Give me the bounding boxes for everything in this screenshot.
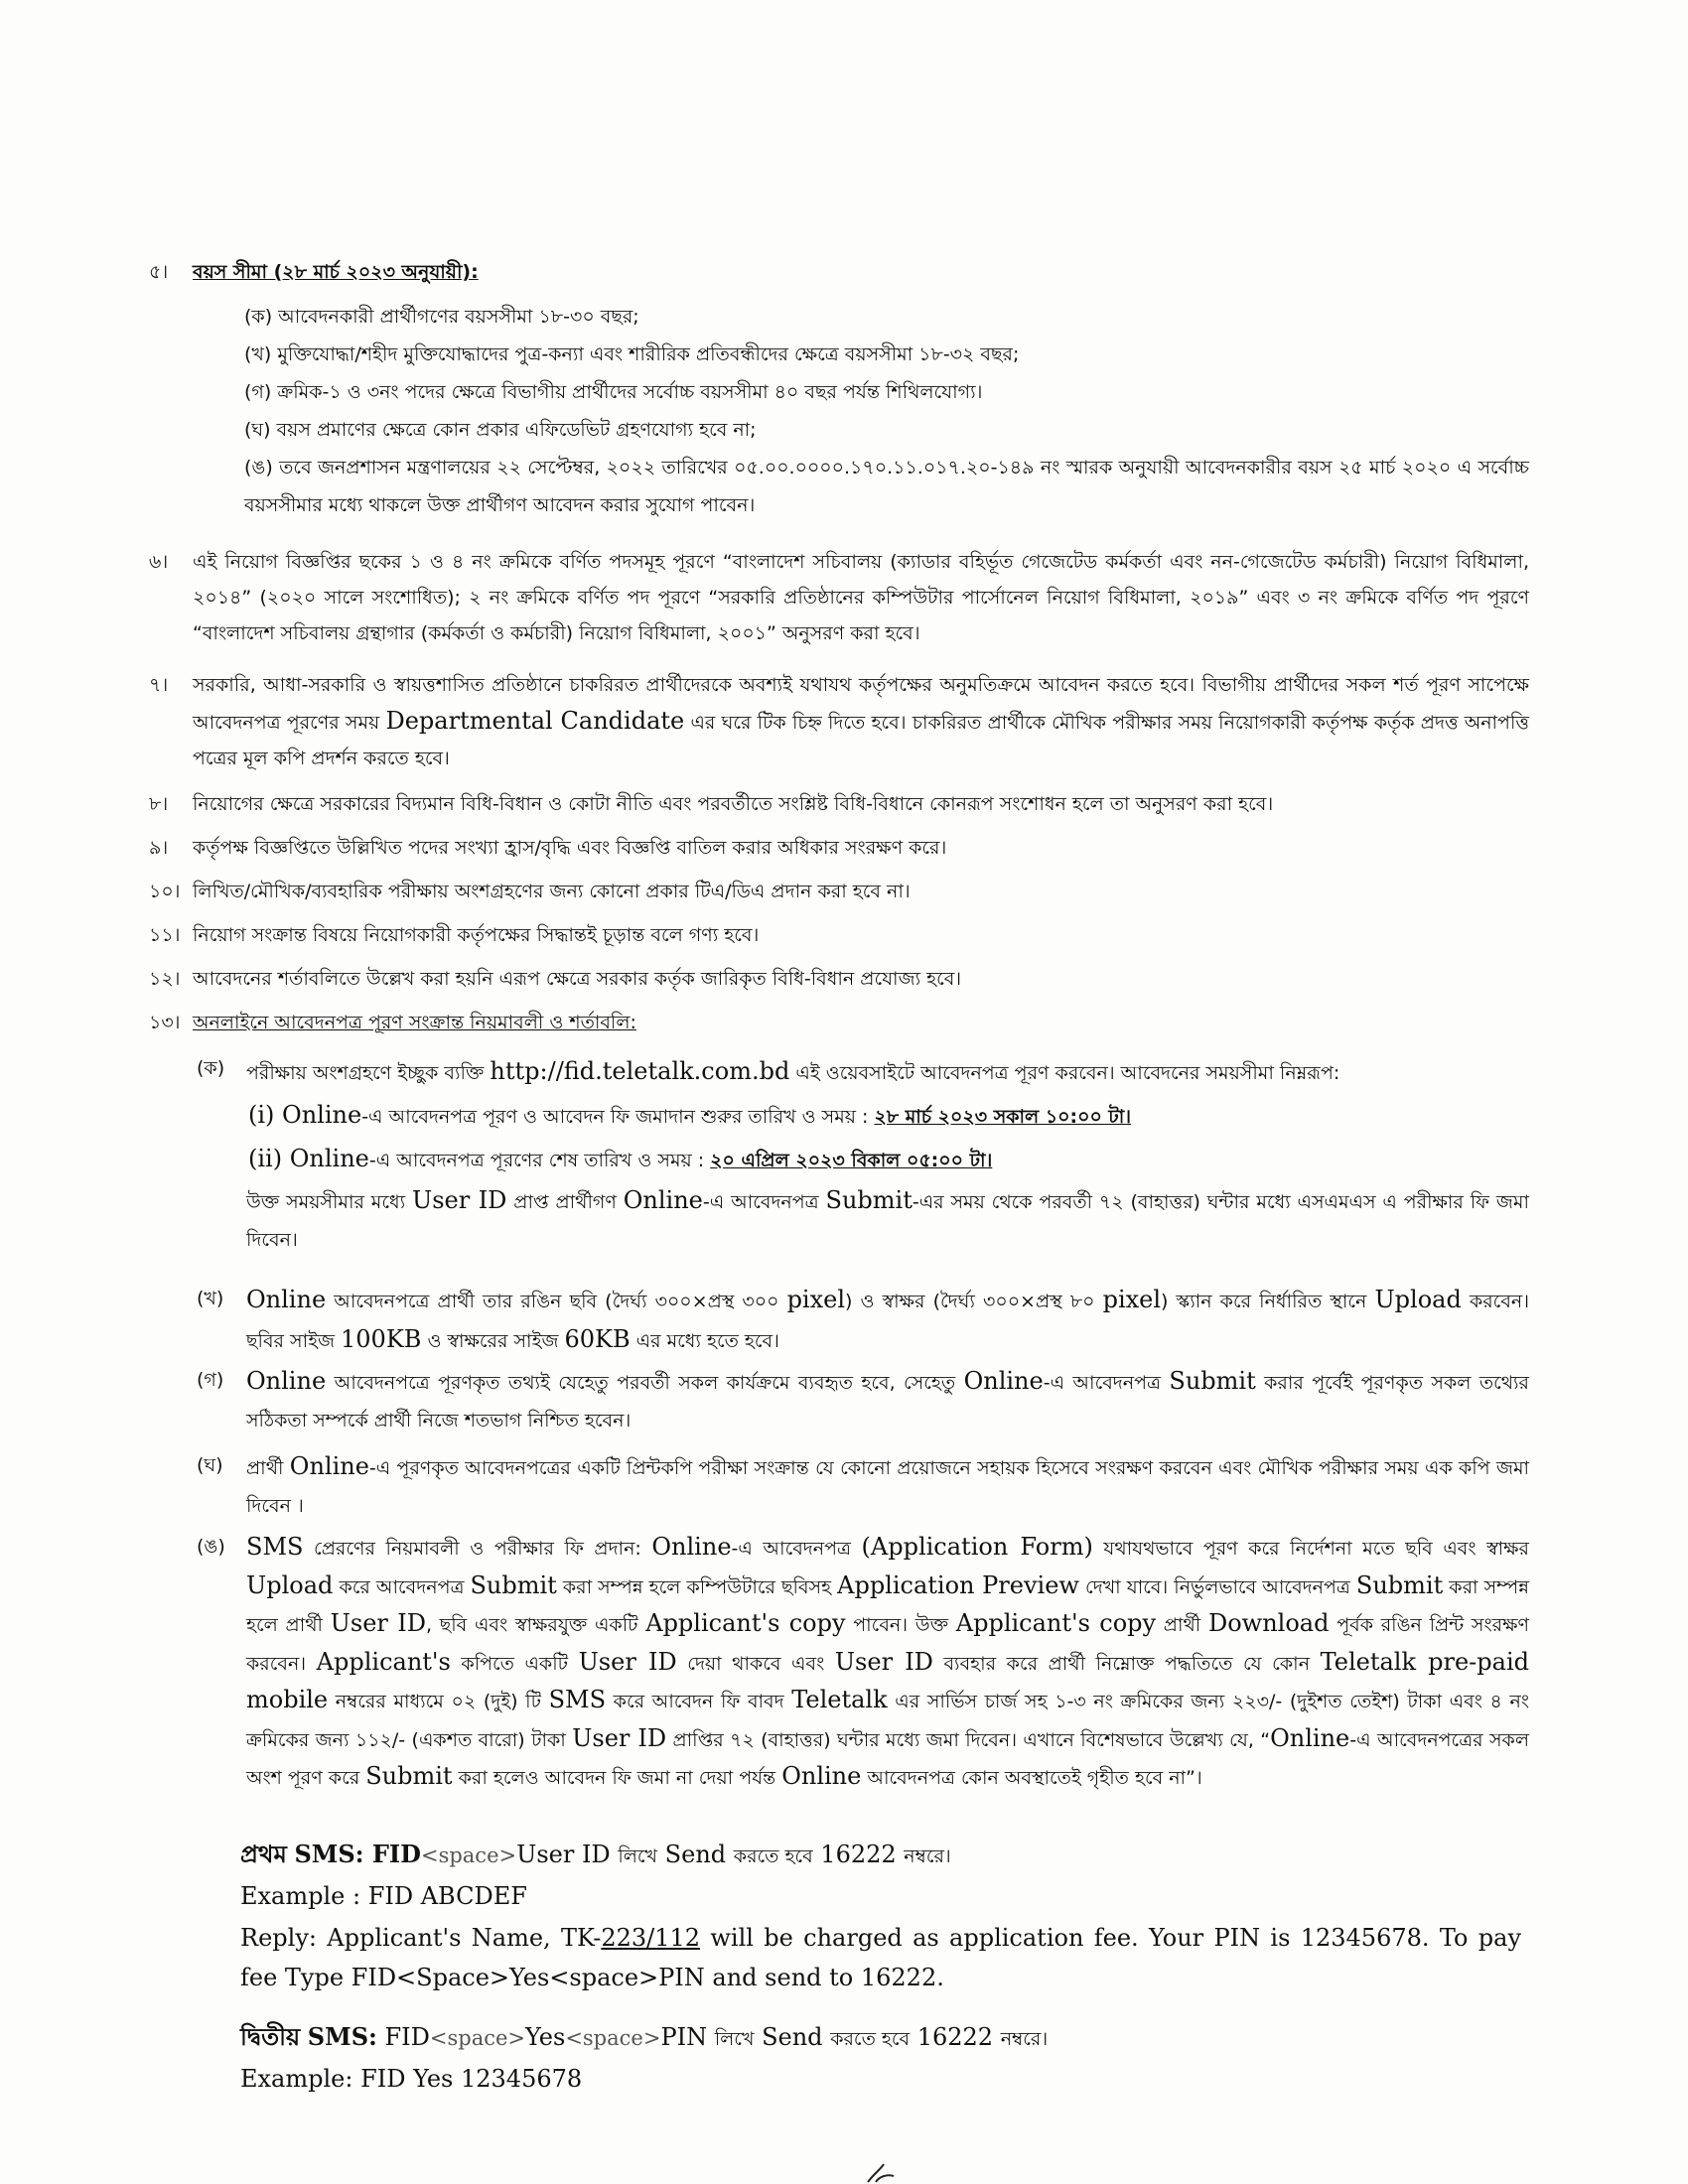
text: করবেন। ছবির সাইজ xyxy=(246,1291,1530,1352)
text-run: Online xyxy=(781,1762,862,1790)
text: <space> xyxy=(420,1843,517,1867)
age-limit-list xyxy=(244,298,1529,524)
text: এর ঘরে টিক চিহ্ন দিতে হবে। চাকরিরত প্রার্থীকে মৌখিক পরীক্ষার সময় নিয়োগকারী কর্তৃপক্ষ কর্তৃক প্রদত্ত অনাপত্তি পত্রের মূল কপি প্রদর্শন করতে হবে। xyxy=(193,712,1529,769)
text: -এর সময় থেকে পরবর্তী ৭২ (বাহাত্তর) ঘন্টার মধ্যে এসএমএস এ পরীক্ষার ফি জমা দিবেন। xyxy=(246,1191,1529,1251)
text-run: প্রেরণের নিয়মাবলী ও পরীক্ষার ফি প্রদান: xyxy=(303,1538,652,1560)
text-run: নম্বরের মাধ্যমে ০২ (দুই) টি xyxy=(328,1691,549,1712)
text-run: দেয়া থাকবে এবং xyxy=(676,1652,835,1675)
text: (i) Online xyxy=(248,1101,362,1129)
text-run: -এ আবেদনপত্র xyxy=(731,1538,862,1560)
item-marker: (ঘ) xyxy=(197,1454,223,1476)
section-text: আবেদনের শর্তাবলিতে উল্লেখ করা হয়নি এরূপ ক্ষেত্রে সরকার কর্তৃক জারিকৃত বিধি-বিধান প্রযোজ্য হবে। xyxy=(193,968,962,990)
text: Online xyxy=(623,1186,703,1214)
section-number: ১০। xyxy=(149,881,181,902)
text: আবেদনপত্রে প্রার্থী তার রঙিন ছবি (দৈর্ঘ্য ৩০০×প্রস্থ ৩০০ xyxy=(334,1291,779,1312)
text: লিখে xyxy=(714,2028,755,2050)
text-run: Submit xyxy=(470,1570,557,1599)
text-run: করা হলেও আবেদন ফি জমা না দেয়া পর্যন্ত xyxy=(452,1767,782,1789)
text: এই ওয়েবসাইটে আবেদনপত্র পূরণ করবেন। আবেদনের সময়সীমা নিম্নরূপ: xyxy=(795,1062,1340,1084)
item-marker: (খ) xyxy=(197,1288,224,1309)
section-number: ৯। xyxy=(149,837,169,859)
text: Send xyxy=(762,2023,823,2051)
text-run: কপিতে একটি xyxy=(450,1652,579,1675)
section-title: বয়স সীমা (২৮ মার্চ ২০২৩ অনুযায়ী): xyxy=(193,261,479,283)
section-6 xyxy=(149,544,1529,651)
section-5 xyxy=(149,254,1529,290)
start-date: ২৮ মার্চ ২০২৩ সকাল ১০:০০ টা। xyxy=(874,1106,1132,1128)
sms-label: প্রথম xyxy=(240,1841,287,1868)
text-run: User ID xyxy=(330,1609,426,1637)
section-number: ১২। xyxy=(149,968,181,990)
item-marker: (ঙ) xyxy=(197,1536,225,1558)
text: Submit xyxy=(825,1186,913,1214)
text-run: Teletalk xyxy=(791,1686,888,1713)
section-13 xyxy=(149,1005,1529,1040)
text: প্রার্থী xyxy=(246,1457,284,1479)
section-number: ১৩। xyxy=(149,1012,181,1033)
text: -এ আবেদনপত্র xyxy=(1043,1372,1161,1394)
text: নম্বরে। xyxy=(904,1845,951,1867)
section-9 xyxy=(149,830,1529,866)
section-number: ৮। xyxy=(149,793,169,815)
section-text: নিয়োগের ক্ষেত্রে সরকারের বিদ্যমান বিধি-বিধান ও কোটা নীতি এবং পরবর্তীতে সংশ্লিষ্ট বিধি-বিধানে কোনরূপ সংশোধন হলে তা অনুসরণ করা হবে। xyxy=(193,793,1274,815)
sms-label: দ্বিতীয় xyxy=(240,2023,301,2051)
text-run: Submit xyxy=(1355,1570,1444,1599)
text: Send xyxy=(664,1841,727,1868)
text-run: এর সার্ভিস চার্জ সহ ১-৩ নং ক্রমিকের জন্য ২২৩/- (দুইশত তেইশ) টাকা এবং ৪ নং ক্রমিকের জন্য ১১২/- (একশত বারো) টাকা xyxy=(246,1691,1529,1751)
text-run: SMS xyxy=(548,1686,607,1713)
text-run: , ছবি এবং স্বাক্ষরযুক্ত একটি xyxy=(425,1614,646,1636)
text-run: (Application Form) xyxy=(861,1533,1093,1561)
section-text: লিখিত/মৌখিক/ব্যবহারিক পরীক্ষায় অংশগ্রহণের জন্য কোনো প্রকার টিএ/ডিএ প্রদান করা হবে না। xyxy=(193,881,911,902)
section-number: ৭। xyxy=(149,674,169,696)
text-run: পূর্বক রঙিন প্রিন্ট সংরক্ষণ করবেন। xyxy=(246,1614,1529,1675)
text: এর মধ্যে হতে হবে। xyxy=(635,1330,779,1352)
text-run: দেখা যাবে। নির্ভুলভাবে আবেদনপত্র xyxy=(1078,1575,1356,1598)
text: pixel xyxy=(1102,1286,1162,1313)
text: ও স্বাক্ষরের সাইজ xyxy=(427,1330,559,1352)
text: Yes xyxy=(525,2023,566,2051)
text-run: -এ আবেদনপত্রের সকল অংশ পূরণ করে xyxy=(246,1728,1530,1789)
text: নম্বরে। xyxy=(1000,2028,1049,2050)
text: Online xyxy=(246,1286,327,1313)
text-run: যথাযথভাবে পূরণ করে নির্দেশনা মতে ছবি এবং স্বাক্ষর xyxy=(1092,1538,1529,1560)
text: -এ পূরণকৃত আবেদনপত্রের একটি প্রিন্টকপি পরীক্ষা সংক্রান্ত যে কোনো প্রয়োজনে সহায়ক হিসেবে সংরক্ষণ করবেন এবং মৌখিক পরীক্ষার সময় এক কপি জমা দিবেন । xyxy=(246,1457,1530,1517)
text-run: Online xyxy=(651,1533,732,1561)
section-text: নিয়োগ সংক্রান্ত বিষয়ে নিয়োগকারী কর্তৃপক্ষের সিদ্ধান্তই চূড়ান্ত বলে গণ্য হবে। xyxy=(193,924,760,946)
text-run: User ID xyxy=(578,1647,677,1676)
website-link[interactable]: http://fid.teletalk.com.bd xyxy=(490,1057,790,1085)
text-run: SMS xyxy=(246,1533,304,1561)
text: সরকারি, আধা-সরকারি ও স্বায়ত্তশাসিত প্রতিষ্ঠানে চাকরিরত প্রার্থীদেরকে অবশ্যই যথাযথ কর্তৃপক্ষের অনুমতিক্রমে আবেদন করতে হবে। বিভাগীয় প্রার্থীদের সকল শর্ত পূরণ সাপেক্ষে আবেদনপত্র পূরণের সময় xyxy=(193,674,1529,734)
list-item: (ঘ) বয়স প্রমাণের ক্ষেত্রে কোন প্রকার এফিডেভিট গ্রহণযোগ্য হবে না; xyxy=(244,419,757,441)
text-run: করে আবেদন ফি বাবদ xyxy=(606,1691,792,1712)
text: করার পূর্বেই পূরণকৃত সকল তথ্যের সঠিকতা সম্পর্কে প্রার্থী নিজে শতভাগ নিশ্চিত হবেন। xyxy=(246,1372,1529,1432)
text-run: Applicant's copy xyxy=(955,1609,1157,1637)
text: -এ আবেদনপত্র পূরণ ও আবেদন ফি জমাদান শুরুর তারিখ ও সময় : xyxy=(361,1106,869,1128)
text: প্রাপ্ত প্রার্থীগণ xyxy=(513,1191,617,1213)
text: করতে হবে xyxy=(733,1845,813,1867)
end-date: ২০ এপ্রিল ২০২৩ বিকাল ০৫:০০ টা। xyxy=(710,1150,993,1171)
example-text: Example : FID ABCDEF xyxy=(240,1882,527,1910)
section-8 xyxy=(149,786,1529,822)
text: Submit xyxy=(1169,1367,1256,1395)
list-item: (গ) ক্রমিক-১ ও ৩নং পদের ক্ষেত্রে বিভাগীয় প্রার্থীদের সর্বোচ্চ বয়সসীমা ৪০ বছর পর্যন্ত শিথিলযোগ্য। xyxy=(244,381,983,403)
text-run: User ID xyxy=(572,1723,667,1752)
text-run: Online xyxy=(1270,1723,1350,1752)
text: <space> xyxy=(429,2026,526,2050)
text-run: আবেদনপত্র কোন অবস্থাতেই গৃহীত হবে না”। xyxy=(861,1767,1202,1789)
text: 100KB xyxy=(341,1325,422,1353)
text-run: করা সম্পন্ন হলে প্রার্থী xyxy=(246,1575,1530,1636)
text: আবেদনপত্রে পূরণকৃত তথ্যই যেহেতু পরবর্তী সকল কার্যক্রমে ব্যবহৃত হবে, সেহেতু xyxy=(334,1372,956,1394)
text: Online xyxy=(246,1367,327,1395)
text: Online xyxy=(963,1367,1044,1395)
text: SMS: FID xyxy=(294,1840,421,1868)
section-number: ৫। xyxy=(149,261,169,283)
section-10 xyxy=(149,874,1529,909)
second-sms xyxy=(240,2017,1521,2099)
list-item: (ঙ) তবে জনপ্রশাসন মন্ত্রণালয়ের ২২ সেপ্টেম্বর, ২০২২ তারিখের ০৫.০০.০০০০.১৭০.১১.০১৭.২০-১৪৯ নং স্মারক অনুযায়ী আবেদনকারীর বয়স ২৫ মার্চ ২০২০ এ সর্বোচ্চ বয়সসীমার মধ্যে থাকলে উক্ত প্রার্থীগণ আবেদন করার সুযোগ পাবেন। xyxy=(244,457,1529,516)
section-text xyxy=(193,667,1529,776)
departmental-candidate-text: Departmental Candidate xyxy=(385,707,685,735)
section-7 xyxy=(149,667,1529,776)
section-11 xyxy=(149,917,1529,953)
section-12 xyxy=(149,961,1529,997)
text: উক্ত সময়সীমার মধ্যে xyxy=(246,1191,406,1213)
text: -এ আবেদনপত্র পূরণের শেষ তারিখ ও সময় : xyxy=(368,1150,705,1171)
text-run: প্রাপ্তির ৭২ (বাহাত্তর) ঘন্টার মধ্যে জমা দিবেন। এখানে বিশেষভাবে উল্লেখ্য যে, “ xyxy=(666,1728,1271,1751)
text: করতে হবে xyxy=(830,2028,911,2050)
text: 16222 xyxy=(820,1841,897,1868)
text: PIN xyxy=(660,2023,708,2051)
text: User ID xyxy=(412,1186,507,1214)
text: Upload xyxy=(1374,1286,1462,1313)
text: 60KB xyxy=(564,1325,631,1353)
text-run: Upload xyxy=(246,1570,334,1599)
text: pixel xyxy=(786,1286,846,1313)
fee-amount: 223/112 xyxy=(601,1924,701,1952)
text: Online xyxy=(289,1452,369,1480)
text-run: User ID xyxy=(834,1647,933,1676)
text-run: করে আবেদনপত্র xyxy=(333,1575,471,1598)
list-item: (ক) আবেদনকারী প্রার্থীগণের বয়সসীমা ১৮-৩০ বছর; xyxy=(244,306,639,328)
text: ) ও স্বাক্ষর (দৈর্ঘ্য ৩০০×প্রস্থ ৮০ xyxy=(845,1291,1095,1312)
text-run: Download xyxy=(1207,1609,1330,1637)
section-text: এই নিয়োগ বিজ্ঞপ্তির ছকের ১ ও ৪ নং ক্রমিকে বর্ণিত পদসমূহ পূরণে “বাংলাদেশ সচিবালয় (ক্যাডার বহির্ভূত গেজেটেড কর্মকর্তা এবং নন-গেজেটেড কর্মচারী) নিয়োগ বিধিমালা, ২০১৪” (২০২০ সালে সংশোধিত); ২ নং ক্রমিকে বর্ণিত পদ পূরণে “সরকারি প্রতিষ্ঠানের কম্পিউটার পার্সোনেল নিয়োগ বিধিমালা, ২০১৯” এবং ৩ নং ক্রমিকে বর্ণিত পদ পূরণে “বাংলাদেশ সচিবালয় গ্রন্থাগার (কর্মকর্তা ও কর্মচারী) নিয়োগ বিধিমালা, ২০০১” অনুসরণ করা হবে। xyxy=(193,551,1529,644)
section-number: ৬। xyxy=(149,551,169,573)
section-number: ১১। xyxy=(149,924,181,946)
text-run: ব্যবহার করে প্রার্থী নিম্নোক্ত পদ্ধতিতে যে কোন xyxy=(932,1652,1321,1675)
text: will be charged as application fee. Your PIN is 12345678. To pay fee Type FID<Space>Yes<space>PIN and send to 16222. xyxy=(240,1924,1521,1991)
text: -এ আবেদনপত্র xyxy=(702,1191,819,1213)
text: User ID xyxy=(516,1841,611,1868)
text-run: Applicant's copy xyxy=(645,1609,846,1637)
text: <space> xyxy=(565,2026,661,2050)
text-run: প্রার্থী xyxy=(1156,1614,1208,1636)
text-run: Submit xyxy=(365,1762,453,1790)
signature-mark xyxy=(862,2162,898,2184)
item-marker: (ক) xyxy=(197,1057,225,1079)
section-title: অনলাইনে আবেদনপত্র পূরণ সংক্রান্ত নিয়মাবলী ও শর্তাবলি: xyxy=(193,1012,636,1033)
example-text: Example: FID Yes 12345678 xyxy=(240,2065,583,2093)
text-run: Teletalk pre-paid mobile xyxy=(246,1647,1529,1713)
list-item: (খ) মুক্তিযোদ্ধা/শহীদ মুক্তিযোদ্ধাদের পুত্র-কন্যা এবং শারীরিক প্রতিবন্ধীদের ক্ষেত্রে বয়সসীমা ১৮-৩২ বছর; xyxy=(244,343,1020,365)
text: পরীক্ষায় অংশগ্রহণে ইচ্ছুক ব্যক্তি xyxy=(246,1062,485,1084)
first-sms xyxy=(240,1835,1521,1997)
text-run: Application Preview xyxy=(837,1570,1079,1599)
text-run: পাবেন। উক্ত xyxy=(845,1614,956,1636)
text: Reply: Applicant's Name, TK- xyxy=(240,1924,602,1952)
text-run: Applicant's xyxy=(316,1647,451,1676)
section-text: কর্তৃপক্ষ বিজ্ঞপ্তিতে উল্লিখিত পদের সংখ্যা হ্রাস/বৃদ্ধি এবং বিজ্ঞপ্তি বাতিল করার অধিকার সংরক্ষণ করে। xyxy=(193,837,947,859)
text-run: করা সম্পন্ন হলে কম্পিউটারে ছবিসহ xyxy=(556,1575,838,1598)
sms-instructions xyxy=(246,1529,1529,1797)
text: লিখে xyxy=(618,1845,658,1867)
text: SMS: xyxy=(307,2022,377,2051)
text: (ii) Online xyxy=(248,1145,369,1172)
text: 16222 xyxy=(916,2023,994,2051)
item-marker: (গ) xyxy=(197,1369,224,1391)
text: FID xyxy=(384,2023,430,2051)
text: ) স্ক্যান করে নির্ধারিত স্থানে xyxy=(1161,1291,1367,1312)
reply-text xyxy=(240,1918,1521,1997)
